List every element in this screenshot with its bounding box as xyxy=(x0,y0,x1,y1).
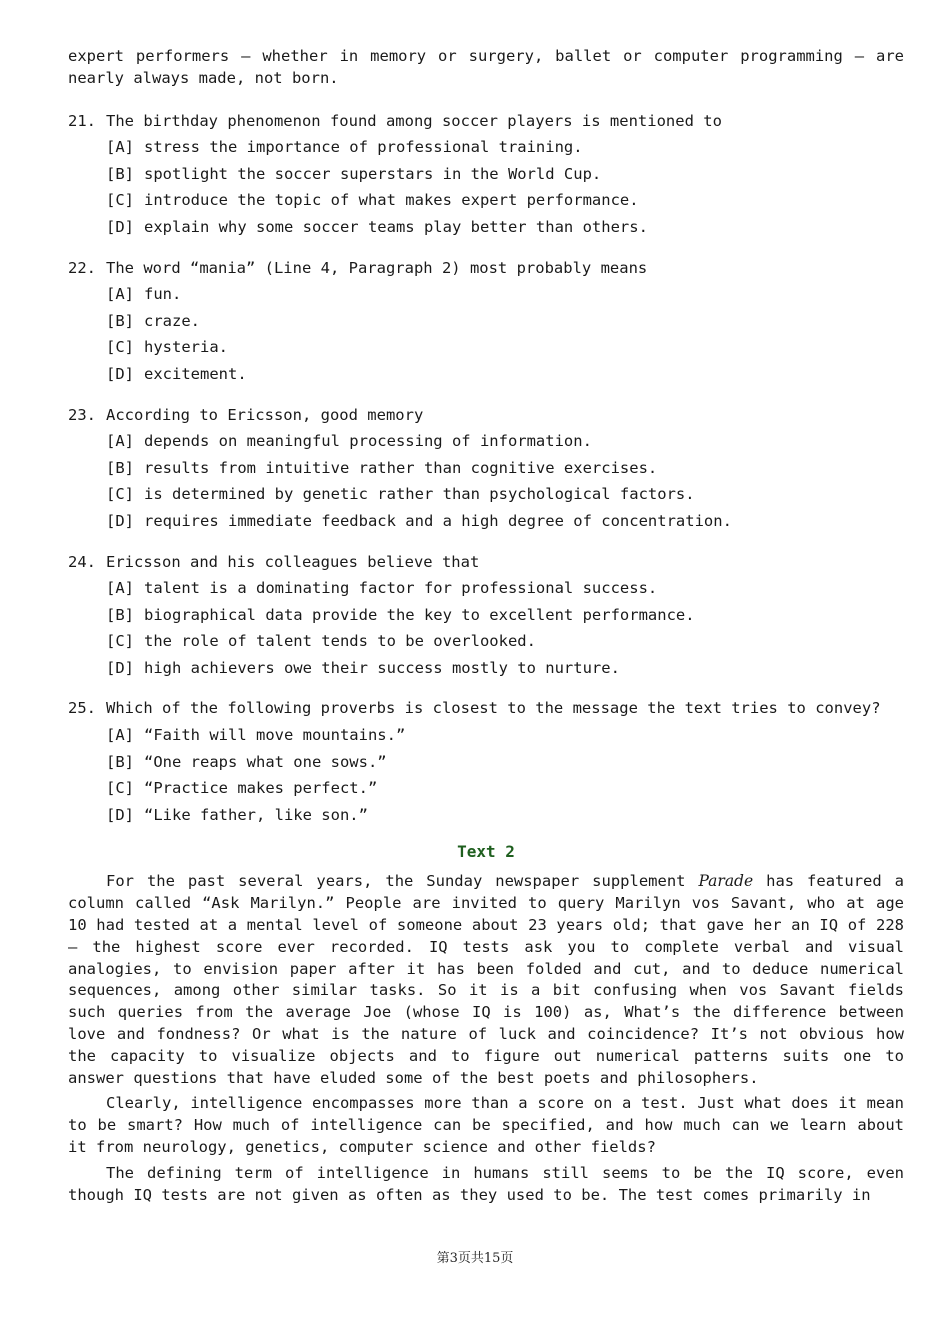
question-number: 25. xyxy=(68,699,96,718)
option-b: [B] craze. xyxy=(106,311,200,330)
question-stem: Ericsson and his colleagues believe that xyxy=(106,552,480,571)
question-stem: According to Ericsson, good memory xyxy=(106,405,424,424)
option-d: [D] requires immediate feedback and a high degree of concentration. xyxy=(106,511,732,530)
question-number: 23. xyxy=(68,405,96,424)
page-footer: 第3页共15页 xyxy=(436,1251,514,1266)
option-b: [B] spotlight the soccer superstars in the World Cup. xyxy=(106,164,602,183)
question-number: 24. xyxy=(68,552,96,571)
option-d: [D] excitement. xyxy=(106,364,247,383)
option-c: [C] is determined by genetic rather than psychological factors. xyxy=(106,485,695,504)
intro-paragraph: expert performers – whether in memory or surgery, ballet or computer programming – are nearly always made, not born. xyxy=(68,47,904,87)
option-d: [D] explain why some soccer teams play better than others. xyxy=(106,217,648,236)
option-d: [D] “Like father, like son.” xyxy=(106,805,368,824)
option-d: [D] high achievers owe their success mostly to nurture. xyxy=(106,658,620,677)
question-list xyxy=(68,108,904,829)
question-21 xyxy=(68,108,904,241)
question-stem: The word “mania” (Line 4, Paragraph 2) most probably means xyxy=(106,258,648,277)
option-a: [A] fun. xyxy=(106,285,182,304)
question-23 xyxy=(68,402,904,535)
question-25 xyxy=(68,695,904,828)
option-b: [B] “One reaps what one sows.” xyxy=(106,752,387,771)
question-stem: The birthday phenomenon found among soccer players is mentioned to xyxy=(106,111,722,130)
question-number: 21. xyxy=(68,111,96,130)
question-24 xyxy=(68,549,904,682)
option-a: [A] talent is a dominating factor for professional success. xyxy=(106,579,658,598)
option-c: [C] the role of talent tends to be overlooked. xyxy=(106,632,536,651)
option-c: [C] “Practice makes perfect.” xyxy=(106,779,378,798)
option-a: [A] stress the importance of professional training. xyxy=(106,138,583,157)
text2-paragraph-3: The defining term of intelligence in humans still seems to be the IQ score, even though IQ tests are not given as often as they used to be. The test comes primarily in xyxy=(68,1163,904,1204)
question-number: 22. xyxy=(68,258,96,277)
option-a: [A] “Faith will move mountains.” xyxy=(106,726,406,745)
document-page xyxy=(68,46,904,1210)
text2-paragraph-1: For the past several years, the Sunday newspaper supplement Parade has featured a column called “Ask Marilyn.” People are invited to query Marilyn vos Savant, who at age 10 had tested at a mental level of someone about 23 years old; that gave her an IQ of 228 – the highest score ever recorded. IQ tests ask you to complete verbal and visual analogies, to envision paper after it has been folded and cut, and to deduce numerical sequences, among other similar tasks. So it is a bit confusing when vos Savant fields such queries from the average Joe (whose IQ is 100) as, What’s the difference between love and fondness? Or what is the nature of luck and coincidence? It’s not obvious how the capacity to visualize objects and to figure out numerical patterns suits one to answer questions that have eluded some of the best poets and philosophers. xyxy=(68,872,904,1087)
question-22 xyxy=(68,255,904,388)
publication-name: Parade xyxy=(698,872,754,891)
text2-paragraph-2: Clearly, intelligence encompasses more than a score on a test. Just what does it mean to be smart? How much of intelligence can be specified, and how much can we learn about it from neurology, genetics, computer science and other fields? xyxy=(68,1094,904,1156)
question-stem: Which of the following proverbs is closest to the message the text tries to convey? xyxy=(106,699,881,718)
option-c: [C] hysteria. xyxy=(106,338,228,357)
section-title: Text 2 xyxy=(457,842,515,862)
option-a: [A] depends on meaningful processing of information. xyxy=(106,432,592,451)
option-c: [C] introduce the topic of what makes expert performance. xyxy=(106,191,639,210)
option-b: [B] biographical data provide the key to excellent performance. xyxy=(106,605,695,624)
option-b: [B] results from intuitive rather than cognitive exercises. xyxy=(106,458,658,477)
